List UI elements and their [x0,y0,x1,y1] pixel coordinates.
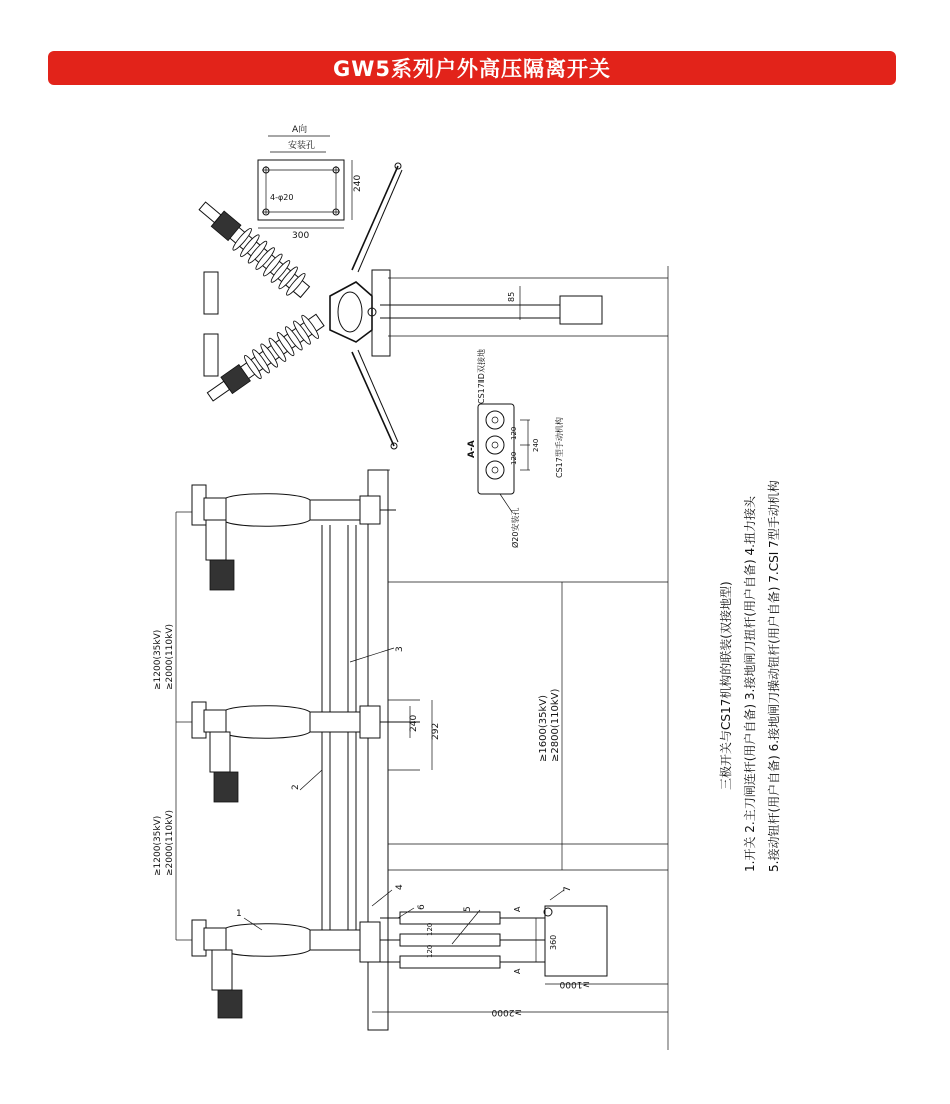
section-aa-mech-bottom: CS17型手动机构 [555,417,564,478]
dim-phase-240: 240 [409,714,419,732]
dim-phase-292: 292 [431,722,441,740]
page-title: GW5系列户外高压隔离开关 [332,57,611,81]
arrow-a-2: A [513,968,522,974]
section-aa-120b: 120 [510,451,518,465]
detail-a-hole-label: 4-φ20 [270,193,294,202]
section-aa-120a: 120 [510,426,518,440]
main-view [176,470,668,1030]
legend [718,480,781,872]
dim-height-2: ≥2800(110kV) [550,688,561,762]
callout-1: 1 [236,909,242,919]
section-aa-mech-top: CS17ⅡD双接地 [477,349,486,404]
mounting-plate [258,160,344,220]
section-aa-label: A-A [467,440,477,458]
dim-span-upper-1: ≥1200(35kV) [153,629,163,690]
dim-mech-120a: 120 [426,922,434,936]
dim-span-lower-1: ≥1200(35kV) [153,815,163,876]
section-aa-hole: Ø20安装孔 [511,507,520,548]
detail-a-width: 300 [292,231,310,241]
detail-a [258,123,363,241]
dim-height-1: ≥1600(35kV) [538,695,549,762]
dim-span-upper-2: ≥2000(110kV) [165,623,175,690]
dim-bottom-1000: ≥1000 [559,979,590,989]
callout-3: 3 [395,646,405,652]
callout-4: 4 [395,884,405,890]
callouts [236,646,573,919]
lower-insulator [202,309,328,409]
arrow-a-1: A [513,906,522,912]
callout-5: 5 [463,906,473,912]
callout-6: 6 [417,904,427,910]
phase-top [176,485,396,590]
dim-mech-360: 360 [549,934,558,950]
callout-2: 2 [291,784,301,790]
phase-bottom [176,920,380,1018]
detail-a-view-label: A向 [292,125,308,135]
dim-mech-120b: 120 [426,944,434,958]
legend-line-2: 1.开关 2.主刀闸连杆(用户自备) 3.接地闸刀扭杆(用户自备) 4.扭力接头 [743,496,757,872]
dim-85: 85 [507,291,516,302]
legend-line-3: 5.接动钮杆(用户自备) 6.接地闸刀操动钮杆(用户自备) 7.CSI 7型手动机构 [767,480,781,872]
dim-bottom-2000: ≥2000 [491,1007,522,1017]
section-aa [467,349,564,548]
detail-a-height: 240 [353,174,363,192]
callout-7: 7 [563,886,573,892]
section-aa-240: 240 [532,438,540,452]
legend-line-1: 三极开关与CS17机构的联装(双接地型) [719,581,733,790]
detail-a-subtitle: 安装孔 [288,141,316,151]
dim-span-lower-2: ≥2000(110kV) [165,809,175,876]
